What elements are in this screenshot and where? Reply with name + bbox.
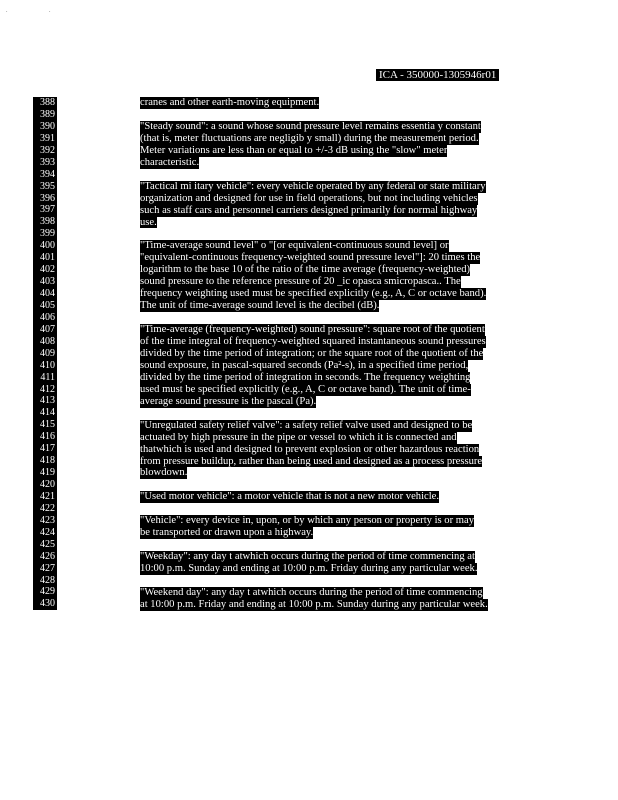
- definitions-text: [140, 97, 540, 611]
- text-line: Meter variations are less than or equal to +/-3 dB using the "slow" meter: [140, 144, 448, 156]
- blank-line: [140, 228, 540, 240]
- text-line: "Time-average (frequency-weighted) sound pressure": square root of the quotient: [140, 324, 485, 336]
- page-marks: . .: [6, 8, 71, 14]
- line-number: 407: [40, 323, 55, 335]
- line-number: 408: [40, 335, 55, 347]
- text-line: "Steady sound": a sound whose sound pressure level remains essentia y constant: [140, 120, 481, 132]
- text-line: organization and designed for use in field operations, but not including vehicles: [140, 192, 478, 204]
- text-line: used must be specified explicitly (e.g., A, C or octave band). The unit of time-: [140, 383, 471, 395]
- text-line: divided by the time period of integration in seconds. The frequency weighting: [140, 371, 471, 383]
- line-number: 389: [40, 108, 55, 120]
- text-line: thatwhich is used and designed to prevent explosion or other hazardous reaction: [140, 443, 480, 455]
- text-line: average sound pressure is the pascal (Pa).: [140, 395, 317, 407]
- text-line: sound exposure, in pascal-squared seconds (Pa²-s), in a specified time period,: [140, 359, 469, 371]
- line-number: 424: [40, 526, 55, 538]
- line-number: 423: [40, 514, 55, 526]
- line-number: 430: [40, 598, 55, 610]
- line-number: 394: [40, 168, 55, 180]
- line-number: 428: [40, 574, 55, 586]
- text-line: use.: [140, 216, 157, 228]
- line-number: 422: [40, 502, 55, 514]
- line-number: 393: [40, 156, 55, 168]
- text-line: from pressure buildup, rather than being used and designed as a process pressure: [140, 455, 483, 467]
- text-line: actuated by high pressure in the pipe or vessel to which it is connected and: [140, 431, 457, 443]
- text-line: characteristic.: [140, 156, 200, 168]
- line-number: 390: [40, 120, 55, 132]
- text-line: logarithm to the base 10 of the ratio of the time average (frequency-weighted): [140, 264, 471, 276]
- line-number: 417: [40, 443, 55, 455]
- line-number: 405: [40, 299, 55, 311]
- blank-line: [140, 169, 540, 181]
- line-number: 419: [40, 467, 55, 479]
- text-line: "Weekday": any day t atwhich occurs during the period of time commencing at: [140, 551, 475, 563]
- blank-line: [140, 575, 540, 587]
- text-line: of the time integral of frequency-weighted squared instantaneous sound pressures: [140, 336, 486, 347]
- text-line: divided by the time period of integration; or the square root of the quotient of the: [140, 347, 484, 359]
- line-number: 421: [40, 490, 55, 502]
- text-line: 10:00 p.m. Sunday and ending at 10:00 p.m. Friday during any particular week.: [140, 563, 478, 575]
- blank-line: [140, 109, 540, 121]
- blank-line: [140, 539, 540, 551]
- line-number: 410: [40, 359, 55, 371]
- line-number: 416: [40, 431, 55, 443]
- line-number: 396: [40, 192, 55, 204]
- text-line: sound pressure to the reference pressure of 20 _ic opasca smicropasca.. The: [140, 276, 461, 288]
- text-line: "Used motor vehicle": a motor vehicle that is not a new motor vehicle.: [140, 491, 440, 503]
- line-number: 401: [40, 252, 55, 264]
- line-number: 411: [40, 371, 55, 383]
- line-number: 429: [40, 586, 55, 598]
- text-line: frequency weighting used must be specified explicitly (e.g., A, C or octave band).: [140, 288, 487, 300]
- text-line: "Tactical mi itary vehicle": every vehicle operated by any federal or state military: [140, 180, 486, 192]
- text-line: The unit of time-average sound level is the decibel (dB).: [140, 300, 380, 312]
- text-line: blowdown.: [140, 467, 188, 479]
- line-number: 425: [40, 538, 55, 550]
- text-line: be transported or drawn upon a highway.: [140, 527, 314, 539]
- blank-line: [140, 479, 540, 491]
- line-number: 400: [40, 240, 55, 252]
- line-number: 414: [40, 407, 55, 419]
- blank-line: [140, 312, 540, 324]
- document-id-header: ICA - 350000-1305946r01: [376, 69, 499, 81]
- text-line: "Unregulated safety relief valve": a safety relief valve used and designed to be: [140, 419, 473, 431]
- text-line: "Vehicle": every device in, upon, or by which any person or property is or may: [140, 515, 475, 527]
- line-number-column: [33, 97, 57, 610]
- text-line: at 10:00 p.m. Friday and ending at 10:00 p.m. Sunday during any particular week.: [140, 598, 488, 610]
- text-line: cranes and other earth-moving equipment.: [140, 97, 320, 108]
- line-number: 398: [40, 216, 55, 228]
- line-number: 427: [40, 562, 55, 574]
- line-number: 426: [40, 550, 55, 562]
- line-number: 397: [40, 204, 55, 216]
- blank-line: [140, 408, 540, 420]
- line-number: 413: [40, 395, 55, 407]
- line-number: 388: [40, 97, 55, 108]
- text-line: (that is, meter fluctuations are negligib y small) during the measurement period.: [140, 132, 479, 144]
- line-number: 391: [40, 132, 55, 144]
- line-number: 395: [40, 180, 55, 192]
- text-line: "equivalent-continuous frequency-weighted sound pressure level"]: 20 times the: [140, 252, 481, 264]
- line-number: 418: [40, 455, 55, 467]
- line-number: 406: [40, 311, 55, 323]
- line-number: 392: [40, 144, 55, 156]
- line-number: 404: [40, 288, 55, 299]
- line-number: 409: [40, 347, 55, 359]
- blank-line: [140, 503, 540, 515]
- line-number: 403: [40, 276, 55, 288]
- text-line: "Time-average sound level" o "[or equivalent-continuous sound level] or: [140, 240, 449, 252]
- line-number: 399: [40, 228, 55, 240]
- text-line: such as staff cars and personnel carriers designed primarily for normal highway: [140, 204, 478, 216]
- text-line: "Weekend day": any day t atwhich occurs during the period of time commencing: [140, 586, 483, 598]
- line-number: 402: [40, 264, 55, 276]
- line-number: 415: [40, 419, 55, 431]
- line-number: 412: [40, 383, 55, 395]
- line-number: 420: [40, 479, 55, 490]
